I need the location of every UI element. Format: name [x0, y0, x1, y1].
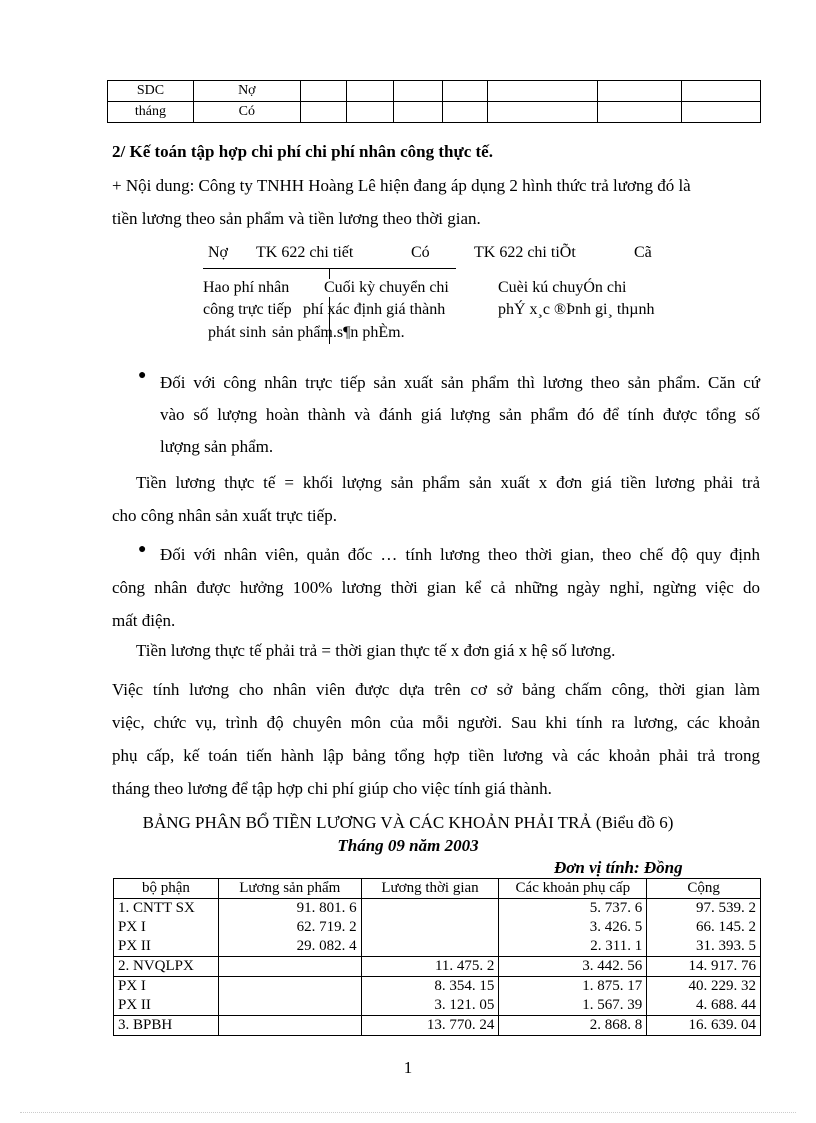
table-cell: 8. 354. 15 [361, 977, 499, 997]
table-row [108, 102, 761, 123]
table-title: BẢNG PHÂN BỔ TIỀN LƯƠNG VÀ CÁC KHOẢN PHẢI TRẢ (Biểu đồ 6) [142, 813, 674, 832]
closing-line: phụ cấp, kế toán tiến hành lập bảng tổng hợp tiền lương và các khoản phải trả trong [112, 746, 760, 765]
bullet-paragraph [112, 538, 760, 637]
t-account-left-line: phát sinh [208, 324, 267, 341]
table-row [114, 937, 761, 957]
closing-line: việc, chức vụ, trình độ chuyên môn của mỗi người. Sau khi tính ra lương, các khoản [112, 713, 760, 732]
table-row [114, 957, 761, 977]
table-cell: 5. 737. 6 [499, 899, 647, 919]
t-account-credit-right: Cã [634, 244, 652, 261]
table-cell: 29. 082. 4 [218, 937, 361, 957]
table-cell: 97. 539. 2 [647, 899, 761, 919]
page-number: 1 [403, 1058, 413, 1077]
t-account-title-left: TK 622 chi tiết [256, 244, 354, 261]
table-cell: 1. CNTT SX [114, 899, 219, 919]
table-cell: PX II [114, 996, 219, 1016]
table-subtitle: Tháng 09 năm 2003 [337, 836, 479, 855]
section-heading: 2/ Kế toán tập hợp chi phí chi phí nhân công thực tế. [112, 142, 493, 161]
table-cell: 13. 770. 24 [361, 1016, 499, 1036]
debit-label: Nợ [193, 81, 300, 102]
closing-line: tháng theo lương để tập hợp chi phí giúp cho việc tính giá thành. [112, 779, 552, 798]
column-header: Lương thời gian [361, 879, 499, 899]
table-cell: 31. 393. 5 [647, 937, 761, 957]
formula-line: Tiền lương thực tế = khối lượng sản phẩm sản xuất x đơn giá tiền lương phải trả [136, 473, 760, 492]
table-cell: PX I [114, 918, 219, 937]
table-cell: 14. 917. 76 [647, 957, 761, 977]
table-row [108, 81, 761, 102]
table-cell [218, 996, 361, 1016]
table-cell [218, 1016, 361, 1036]
table-row [114, 1016, 761, 1036]
table-cell: 62. 719. 2 [218, 918, 361, 937]
t-account-credit: Có [411, 244, 430, 261]
t-account-left-line: công trực tiếp [203, 301, 292, 318]
content-line: tiền lương theo sản phẩm và tiền lương theo thời gian. [112, 209, 481, 228]
bullet-line: Đối với nhân viên, quản đốc … tính lương theo thời gian, theo chế độ quy định [160, 545, 760, 564]
column-header: bộ phận [114, 879, 219, 899]
table-cell: 1. 875. 17 [499, 977, 647, 997]
closing-line: Việc tính lương cho nhân viên được dựa trên cơ sở bảng chấm công, thời gian làm [112, 680, 760, 699]
bullet-icon: ● [138, 542, 147, 557]
sdc-label: SDC [108, 81, 194, 102]
table-cell: 2. 868. 8 [499, 1016, 647, 1036]
table-cell: PX II [114, 937, 219, 957]
bullet-line: Đối với công nhân trực tiếp sản xuất sản phẩm thì lương theo sản phẩm. Căn cứ [160, 373, 760, 392]
table-header-row [114, 879, 761, 899]
column-header: Các khoản phụ cấp [499, 879, 647, 899]
t-account-mid-line: phí xác định giá thành [303, 301, 446, 318]
closing-paragraph [112, 673, 760, 805]
allocation-table [113, 878, 761, 1036]
t-account-title-right: TK 622 chi tiÕt [474, 244, 576, 261]
table-row [114, 977, 761, 997]
table-cell [218, 957, 361, 977]
table-cell: 1. 567. 39 [499, 996, 647, 1016]
table-cell: 16. 639. 04 [647, 1016, 761, 1036]
table-cell: 3. BPBH [114, 1016, 219, 1036]
table-cell [361, 937, 499, 957]
table-cell [218, 977, 361, 997]
table-cell: PX I [114, 977, 219, 997]
formula-line: cho công nhân sản xuất trực tiếp. [112, 506, 337, 525]
month-label: tháng [108, 102, 194, 123]
formula-paragraph [112, 466, 760, 532]
formula-line: Tiền lương thực tế phải trả = thời gian thực tế x đơn giá x hệ số lương. [136, 641, 616, 660]
table-cell: 11. 475. 2 [361, 957, 499, 977]
table-row [114, 899, 761, 919]
table-cell: 66. 145. 2 [647, 918, 761, 937]
page-divider [20, 1112, 796, 1113]
content-line: + Nội dung: Công ty TNHH Hoàng Lê hiện đang áp dụng 2 hình thức trả lương đó là [112, 176, 691, 195]
t-account-debit: Nợ [208, 244, 229, 261]
column-header: Lương sản phẩm [218, 879, 361, 899]
bullet-icon: ● [138, 368, 147, 383]
table-cell: 40. 229. 32 [647, 977, 761, 997]
table-cell: 3. 442. 56 [499, 957, 647, 977]
bullet-line: lượng sản phẩm. [160, 437, 274, 456]
table-cell: 91. 801. 6 [218, 899, 361, 919]
bullet-line: công nhân được hưởng 100% lương thời gian kể cả những ngày nghỉ, ngừng việc do [112, 578, 760, 597]
table-cell: 3. 121. 05 [361, 996, 499, 1016]
t-account-mid-line: sản phẩm.s¶n phÈm. [272, 324, 405, 341]
table-row [114, 996, 761, 1016]
table-cell: 4. 688. 44 [647, 996, 761, 1016]
bullet-line: mất điện. [112, 611, 176, 630]
table-cell: 3. 426. 5 [499, 918, 647, 937]
t-account-left-line: Hao phí nhân [203, 279, 290, 296]
bullet-line: vào số lượng hoàn thành và đánh giá lượng sản phẩm đó để tính được tổng số [160, 405, 760, 424]
bullet-paragraph [160, 367, 760, 463]
table-row [114, 918, 761, 937]
credit-label: Có [193, 102, 300, 123]
table-cell: 2. NVQLPX [114, 957, 219, 977]
column-header: Cộng [647, 879, 761, 899]
t-account-mid-line: Cuối kỳ chuyển chi [324, 279, 449, 296]
t-account-right-line: phÝ x¸c ®Þnh gi¸ thµnh [498, 301, 655, 318]
table-cell: 2. 311. 1 [499, 937, 647, 957]
table-cell [361, 899, 499, 919]
top-table [107, 80, 761, 123]
unit-label: Đơn vị tính: Đồng [554, 858, 683, 877]
t-account-right-line: Cuèi kú chuyÓn chi [498, 279, 627, 296]
table-cell [361, 918, 499, 937]
